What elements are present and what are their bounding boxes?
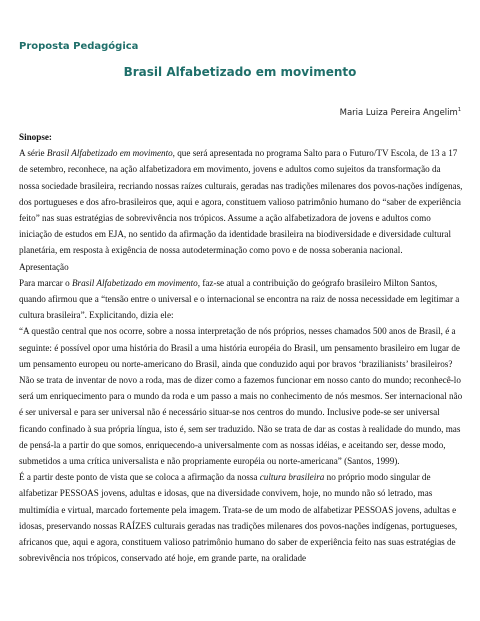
series-title-italic: Brasil Alfabetizado em movimento: [71, 277, 198, 288]
series-title-italic: Brasil Alfabetizado em movimento: [46, 148, 173, 159]
sinopse-paragraph: [19, 145, 463, 258]
apresentacao-text-rest: , faz-se atual a contribuição do geógrafo brasileiro Milton Santos, quando afirmou que a “tensão entre o universal e o internacional se encontra na raiz de nossa necessidade em legitimar a cultura brasileira”. Explicitando, dizia ele:: [19, 277, 460, 321]
document-body: [19, 129, 463, 566]
milton-santos-quote: “A questão central que nos ocorre, sobre a nossa interpretação de nós próprios, nesses chamados 500 anos de Brasil, é a seguinte: é possível opor uma história do Brasil a uma história européia do Brasil, um pensamento brasileiro em lugar de um pensamento europeu ou norte-americano do Brasil, ainda que conduzido aqui por bravos ‘brazilianists’ brasileiros? Não se trata de inventar de novo a roda, mas de dizer como a fazemos funcionar em nosso canto do mundo; reconhecê-lo será um enriquecimento para o mundo da roda e um passo a mais no conhecimento de nós mesmos. Ser internacional não é ser universal e para ser universal não é necessário situar-se nos centros do mundo. Inclusive pode-se ser universal ficando confinado à sua própria língua, isto é, sem ser traduzido. Não se trata de dar as costas à realidade do mundo, mas de pensá-la a partir do que somos, enriquecendo-a universalmente com as nossas idéias, e aceitando ser, desse modo, submetidos a uma crítica universalista e não propriamente européia ou norte-americana” (Santos, 1999).: [19, 326, 463, 467]
apresentacao-text-start: Para marcar o: [19, 277, 72, 288]
sinopse-label: Sinopse:: [19, 132, 52, 142]
document-title: Brasil Alfabetizado em movimento: [123, 65, 357, 79]
apresentacao-paragraph: [19, 275, 463, 324]
author-footnote-marker[interactable]: 1: [457, 107, 461, 113]
author-name: Maria Luiza Pereira Angelim: [339, 108, 458, 118]
cultura-text-start: É a partir deste ponto de vista que se coloca a afirmação da nossa: [19, 472, 260, 483]
author-line: [340, 108, 461, 118]
sinopse-text-start: A série: [19, 148, 47, 159]
sinopse-text-rest: , que será apresentada no programa Salto para o Futuro/TV Escola, de 13 a 17 de setembro, reconhece, na ação alfabetizadora em movimento, jovens e adultos como sujeitos da transformação da nossa sociedade brasileira, recriando nossas raízes culturais, geradas nas tradições milenares dos povos-nações indígenas, dos portugueses e dos afro-brasileiros que, aqui e agora, constituem valioso patrimônio humano do “saber de experiência feito” nas suas estratégias de sobrevivência nos trópicos. Assume a ação alfabetizadora de jovens e adultos como iniciação de estudos em EJA, no sentido da afirmação da identidade brasileira na biodiversidade e diversidade cultural planetária, em resposta à exigência de nossa autodeterminação como povo e de nossa soberania nacional.: [19, 148, 463, 256]
cultura-text-rest: no próprio modo singular de alfabetizar PESSOAS jovens, adultas e idosas, que na diversidade convivem, hoje, no mundo não só letrado, mas multimídia e virtual, marcado fortemente pela imagem. Trata-se de um modo de alfabetizar PESSOAS jovens, adultas e idosas, preservando nossas RAÍZES culturais geradas nas tradições milenares dos povos-nações indígenas, portugueses, africanos que, aqui e agora, constituem valioso patrimônio humano do saber de experiência feito nas suas estratégias de sobrevivência nos trópicos, conservado até hoje, em grande parte, na oralidade: [19, 472, 458, 564]
section-heading: Proposta Pedagógica: [19, 41, 139, 52]
cultura-brasileira-italic: cultura brasileira: [259, 472, 325, 483]
apresentacao-label: Apresentação: [19, 261, 69, 272]
cultura-paragraph: [19, 469, 463, 566]
